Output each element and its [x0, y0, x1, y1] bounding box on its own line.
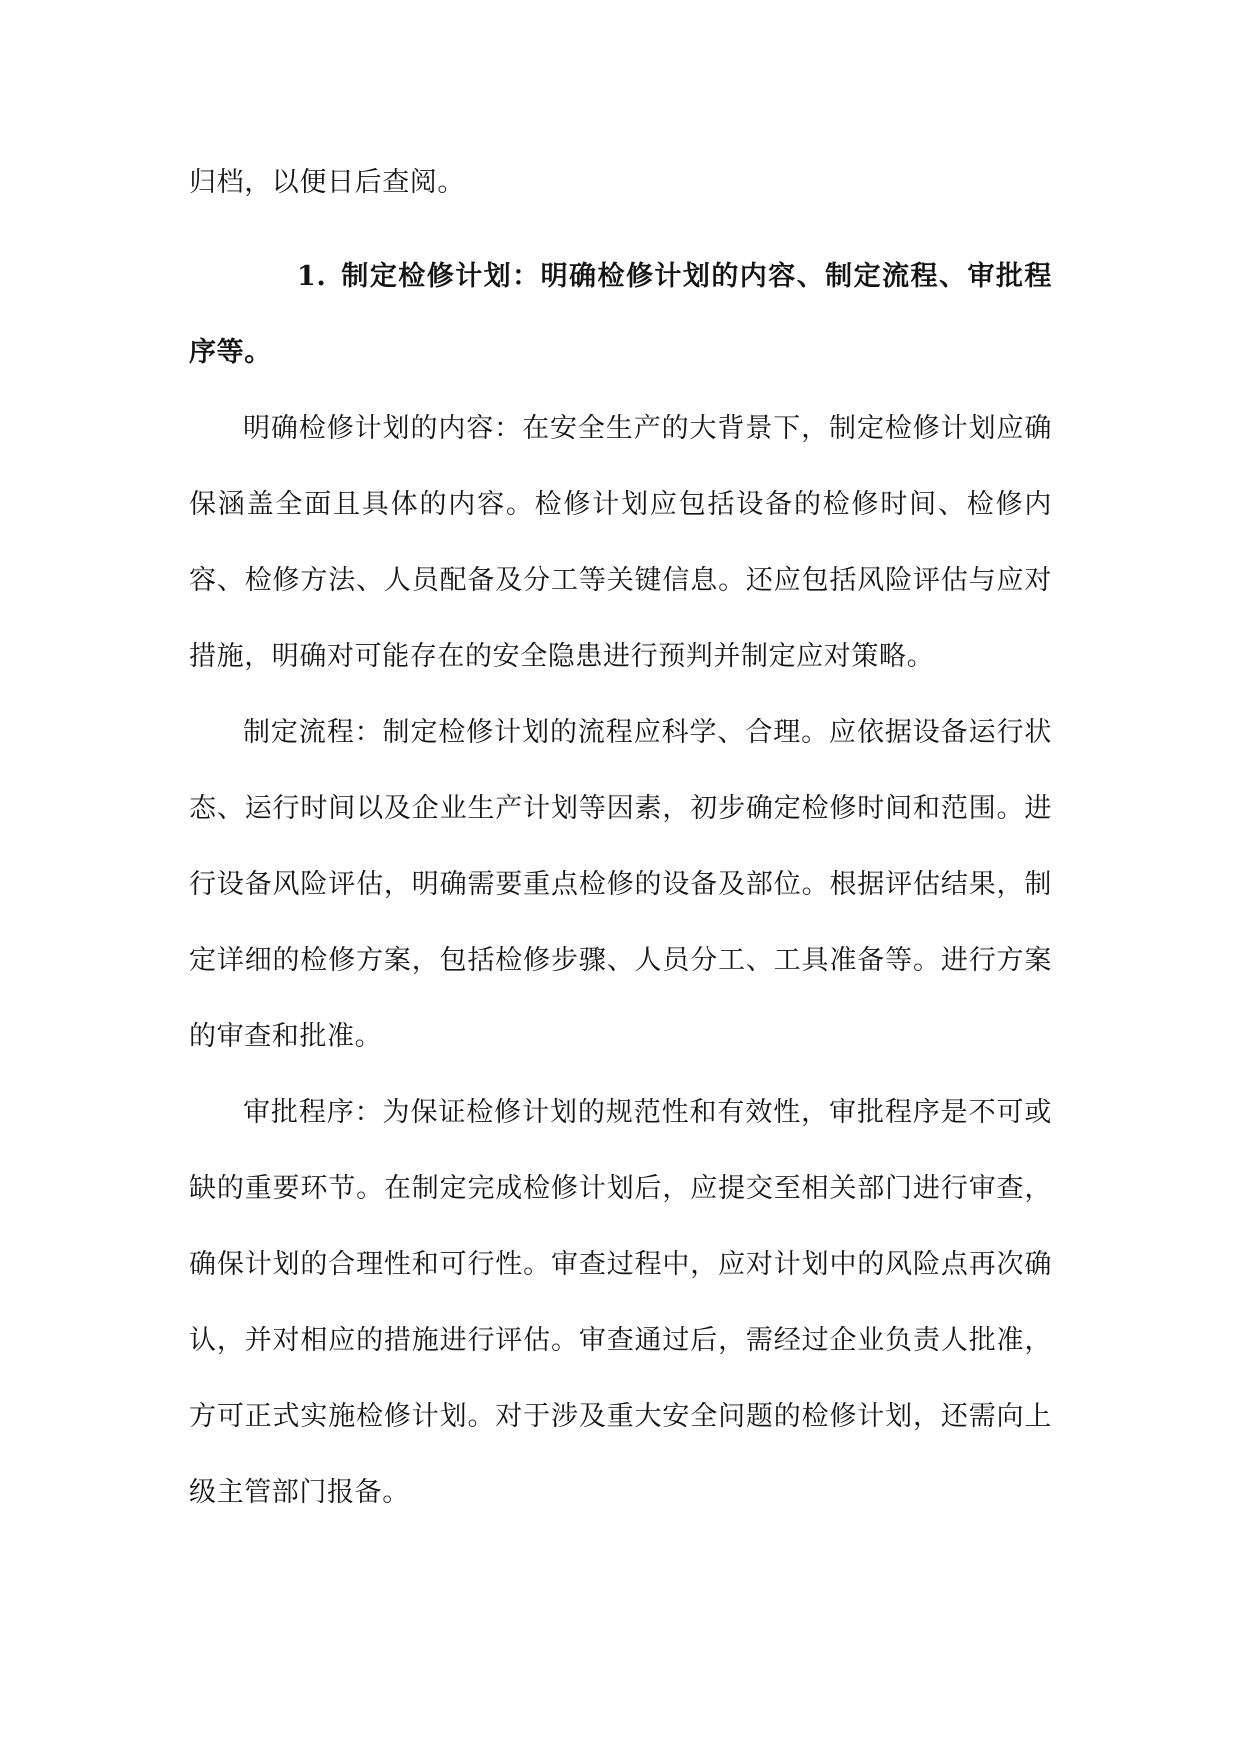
paragraph-text: 制定流程：制定检修计划的流程应科学、合理。应依据设备运行状态、运行时间以及企业生产计划等因素，初步确定检修时间和范围。进行设备风险评估，明确需要重点检修的设备及部位。根据评估结果，制定详细的检修方案，包括检修步骤、人员分工、工具准备等。进行方案的审查和批准。	[189, 717, 1052, 1052]
continuation-paragraph	[189, 145, 1052, 221]
paragraph-text: 明确检修计划的内容：在安全生产的大背景下，制定检修计划应确保涵盖全面且具体的内容。检修计划应包括设备的检修时间、检修内容、检修方法、人员配备及分工等关键信息。还应包括风险评估与应对措施，明确对可能存在的安全隐患进行预判并制定应对策略。	[189, 413, 1052, 672]
continuation-text: 归档，以便日后查阅。	[189, 167, 465, 198]
paragraph-plan-content	[189, 391, 1052, 695]
paragraph-plan-process	[189, 695, 1052, 1075]
document-body	[189, 145, 1052, 1531]
heading-number: 1.	[297, 261, 327, 292]
section-heading	[189, 239, 1052, 391]
heading-text: 制定检修计划：明确检修计划的内容、制定流程、审批程序等。	[189, 261, 1052, 368]
paragraph-approval-procedure	[189, 1075, 1052, 1531]
paragraph-text: 审批程序：为保证检修计划的规范性和有效性，审批程序是不可或缺的重要环节。在制定完成检修计划后，应提交至相关部门进行审查，确保计划的合理性和可行性。审查过程中，应对计划中的风险点再次确认，并对相应的措施进行评估。审查通过后，需经过企业负责人批准，方可正式实施检修计划。对于涉及重大安全问题的检修计划，还需向上级主管部门报备。	[189, 1097, 1052, 1508]
